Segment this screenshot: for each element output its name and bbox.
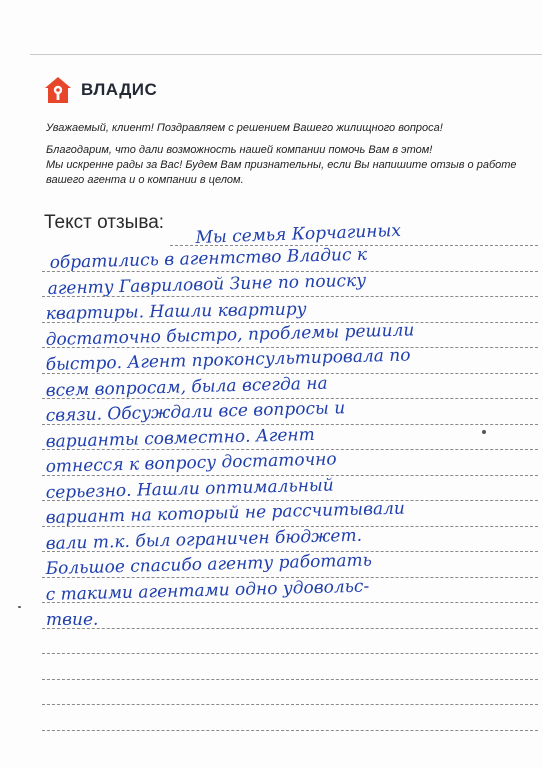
handwritten-line: отнесся к вопросу достаточно — [45, 449, 337, 478]
handwritten-line: обратились в агентство Владис к — [49, 244, 368, 274]
top-divider — [30, 54, 542, 55]
handwritten-line: быстро. Агент проконсультировала по — [45, 345, 411, 376]
handwritten-line: всем вопросам, была всегда на — [45, 373, 328, 402]
handwritten-line: вали т.к. был ограничен бюджет. — [45, 525, 363, 555]
handwritten-line: серьезно. Нашли оптимальный — [45, 475, 334, 504]
handwritten-line: Мы семья Корчагиных — [195, 220, 402, 249]
writing-line — [42, 628, 538, 629]
handwritten-line: квартиры. Нашли квартиру — [45, 299, 307, 325]
request-line-continued: вашего агента и о компании в целом. — [46, 174, 244, 186]
handwritten-line: с такими агентами одно удовольс- — [45, 576, 370, 606]
review-title: Текст отзыва: — [44, 212, 165, 233]
handwritten-line: агенту Гавриловой Зине по поиску — [47, 270, 367, 300]
intro-text — [46, 121, 526, 188]
handwritten-line: связи. Обсуждали все вопросы и — [45, 398, 346, 427]
handwritten-line: варианты совместно. Агент — [45, 424, 315, 453]
handwritten-line: достаточно быстро, проблемы решили — [45, 320, 415, 351]
writing-line — [42, 730, 538, 731]
handwritten-line: вариант на который не рассчитывали — [45, 498, 406, 529]
greeting-line: Уважаемый, клиент! Поздравляем с решением Вашего жилищного вопроса! — [46, 122, 443, 134]
writing-line — [42, 653, 538, 654]
handwritten-line: твие. — [46, 610, 99, 630]
scan-speck — [482, 430, 486, 434]
thanks-line: Благодарим, что дали возможность нашей компании помочь Вам в этом! — [46, 144, 433, 156]
writing-line — [42, 679, 538, 680]
handwritten-line: Большое спасибо агенту работать — [45, 550, 373, 580]
request-line: Мы искренне рады за Вас! Будем Вам признательны, если Вы напишите отзыв о работе — [46, 159, 517, 171]
brand-name: ВЛАДИС — [81, 80, 158, 99]
brand-header — [44, 76, 157, 104]
writing-line — [42, 704, 538, 705]
scan-speck — [18, 606, 21, 608]
house-key-icon — [44, 76, 72, 104]
